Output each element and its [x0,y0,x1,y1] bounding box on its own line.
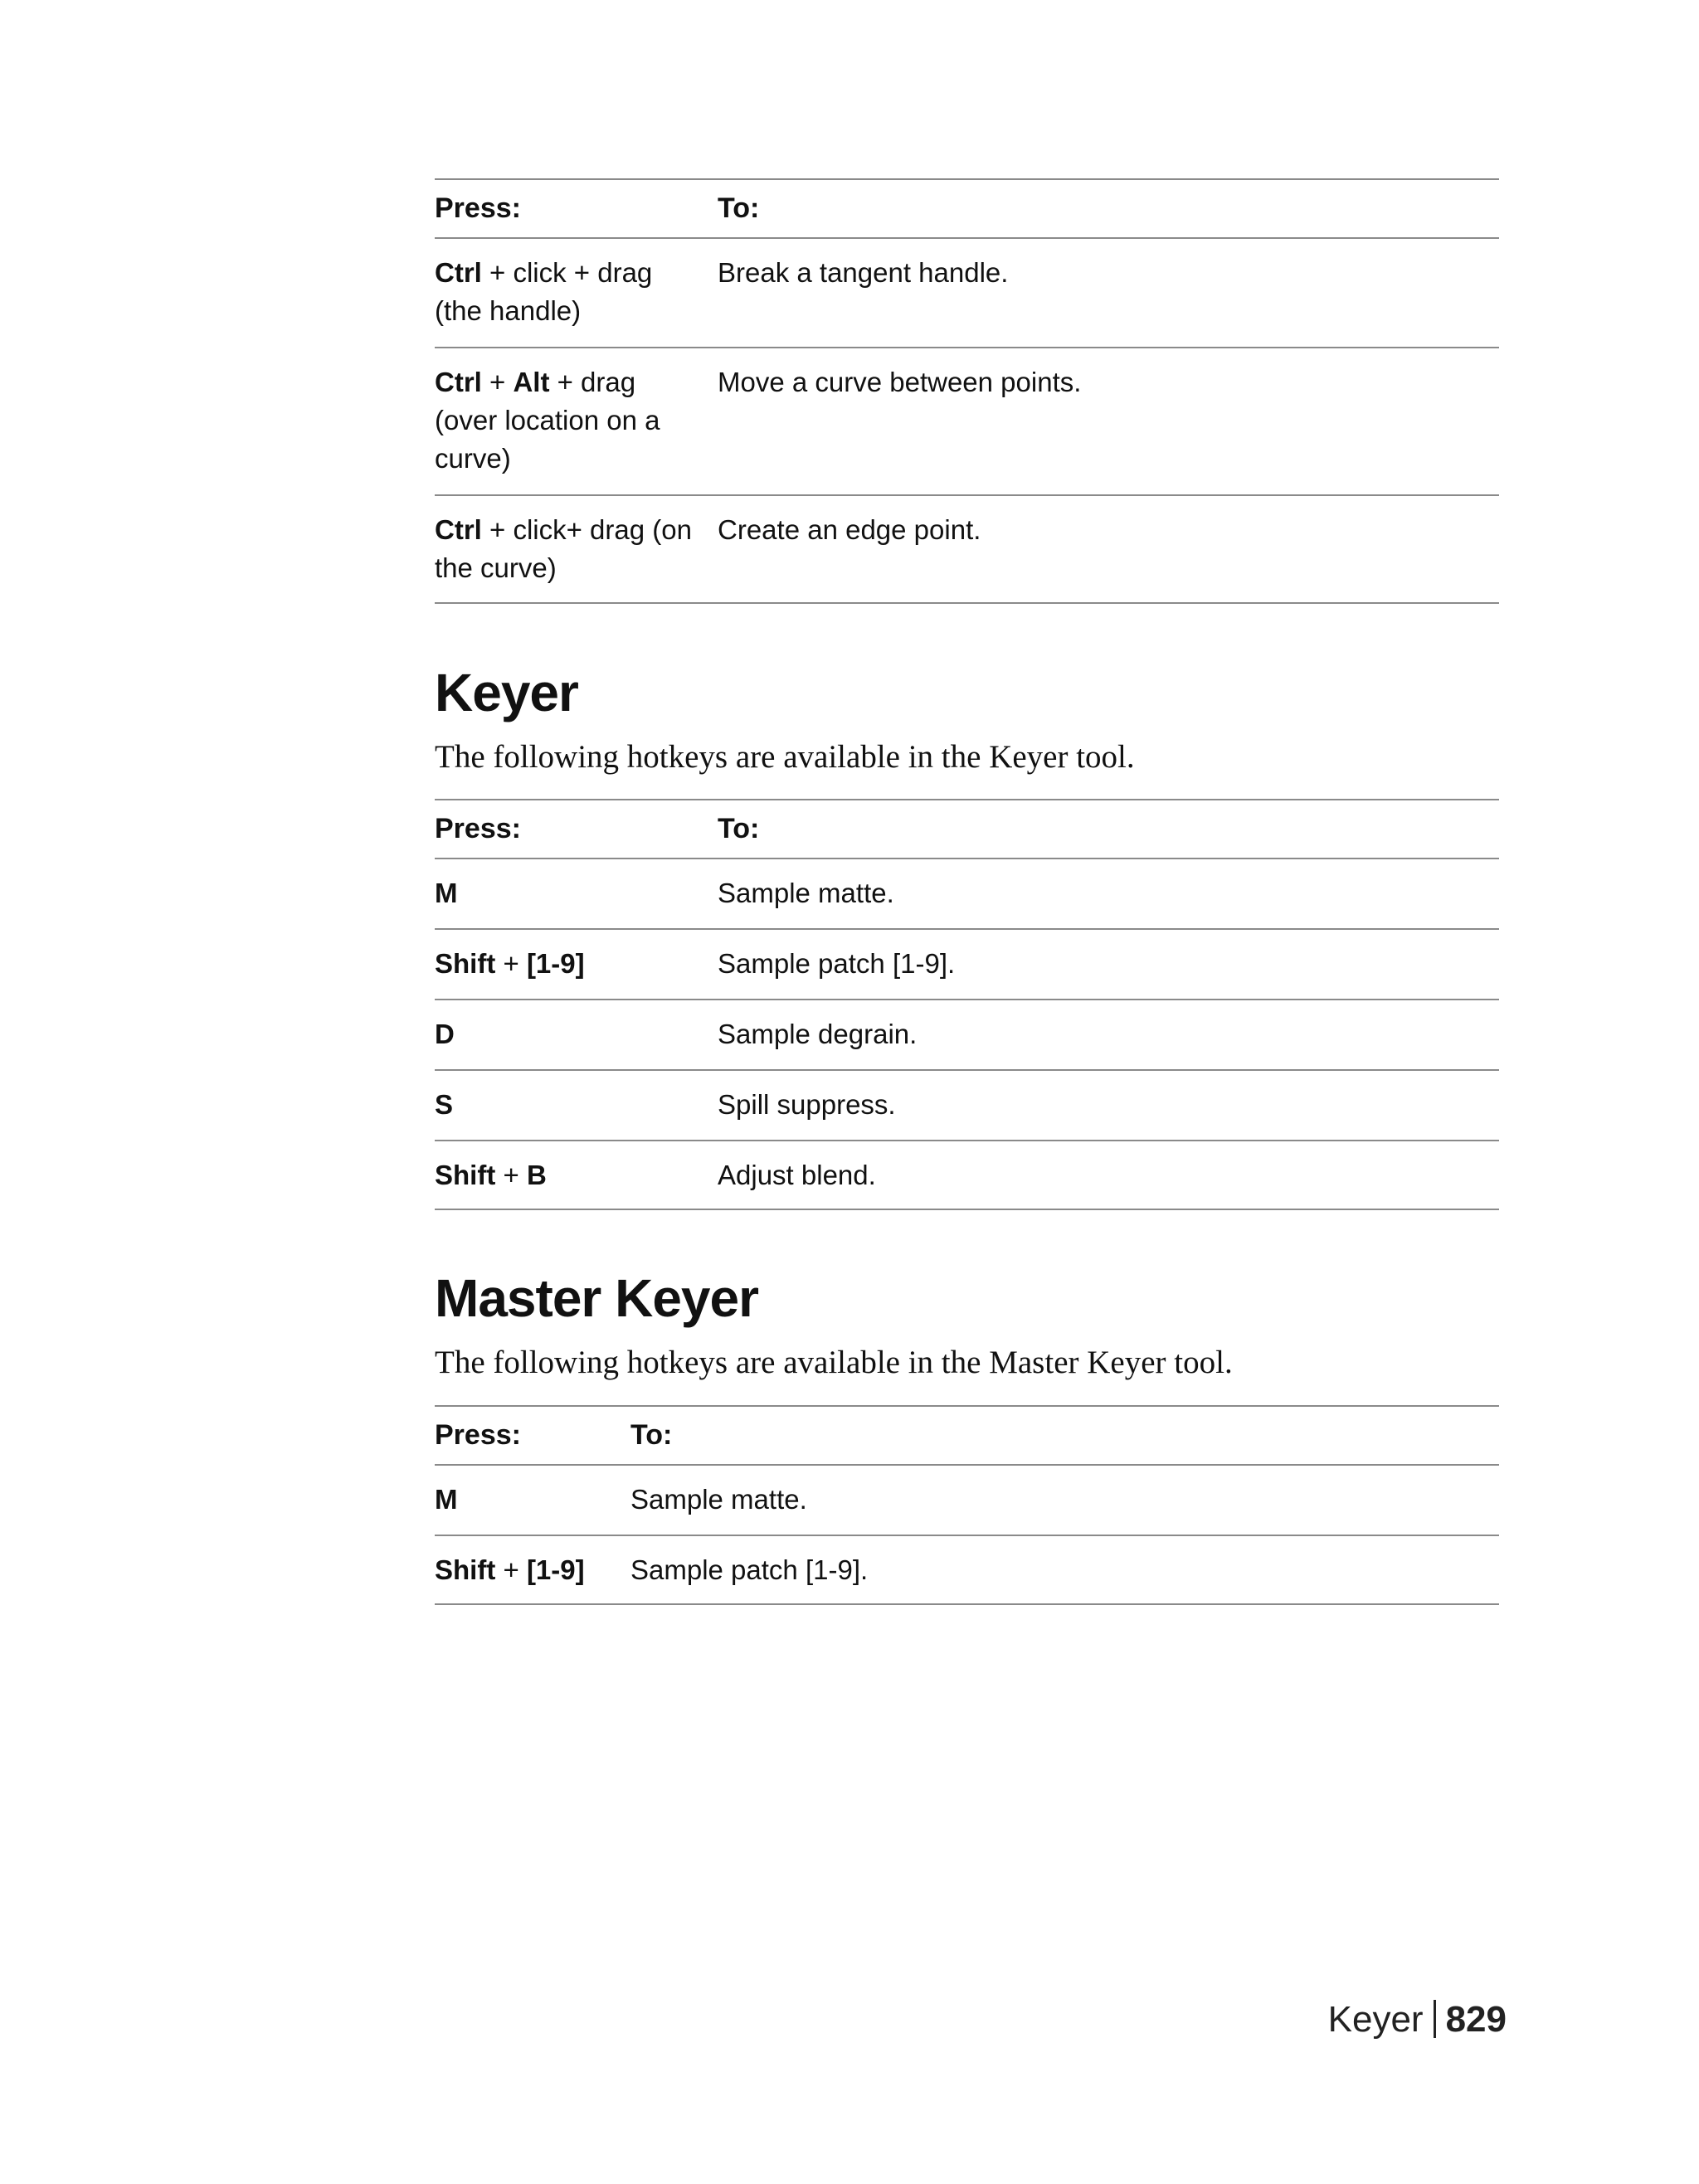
column-header-press: Press: [435,813,521,844]
action-cell: Sample matte. [718,878,894,908]
table-row [435,237,1499,347]
action-cell: Spill suppress. [718,1089,896,1120]
key-label: Ctrl [435,514,482,545]
table-row [435,1069,1499,1140]
key-label: Alt [513,367,550,397]
key-label: Shift [435,1554,496,1585]
page-number: 829 [1445,1999,1507,2040]
table-row [435,347,1499,494]
press-cell [435,363,718,494]
action-cell: Adjust blend. [718,1160,876,1190]
table-row [435,1140,1499,1210]
key-label: D [435,1019,455,1049]
action-cell: Sample patch [1-9]. [718,948,956,979]
key-label: M [435,1484,458,1515]
section-heading-keyer: Keyer [435,663,578,722]
key-plus: + [495,948,527,979]
press-cell [435,1481,630,1535]
action-cell: Create an edge point. [718,514,981,545]
action-cell: Sample patch [1-9]. [630,1554,869,1585]
key-label: M [435,878,458,908]
shortcut-table-curves [435,178,1499,604]
key-plus: + [481,367,514,397]
press-cell [435,874,718,928]
key-label: Ctrl [435,367,482,397]
table-row [435,494,1499,604]
action-cell: Break a tangent handle. [718,257,1009,288]
column-header-to: To: [718,813,760,844]
column-header-press: Press: [435,1419,521,1451]
table-header [435,178,1499,237]
table-row [435,928,1499,999]
key-label: B [526,1160,547,1190]
key-action: + drag (over location on a curve) [435,367,660,474]
footer-section-name: Keyer [1327,1999,1424,2040]
table-header [435,1405,1499,1464]
shortcut-table-keyer [435,799,1499,1210]
key-plus: + [495,1160,527,1190]
section-intro-master-keyer: The following hotkeys are available in the Master Keyer tool. [435,1345,1233,1380]
key-label: Shift [435,948,496,979]
footer-separator [1434,2000,1436,2038]
key-action: + click + drag (the handle) [435,257,653,326]
press-cell [435,1086,718,1140]
press-cell [435,254,718,347]
key-plus: + [495,1554,527,1585]
press-cell [435,1015,718,1069]
table-row [435,1464,1499,1535]
key-label: [1-9] [526,948,585,979]
action-cell: Sample degrain. [718,1019,918,1049]
press-cell [435,945,718,999]
table-header [435,799,1499,858]
table-row [435,858,1499,928]
key-action: + click+ drag (on the curve) [435,514,692,583]
press-cell [435,1551,630,1603]
key-label: Shift [435,1160,496,1190]
key-label: Ctrl [435,257,482,288]
key-label: [1-9] [526,1554,585,1585]
column-header-to: To: [718,192,760,224]
column-header-press: Press: [435,192,521,224]
section-heading-master-keyer: Master Keyer [435,1268,758,1328]
press-cell [435,1156,718,1209]
table-row [435,999,1499,1069]
shortcut-table-master-keyer [435,1405,1499,1605]
action-cell: Sample matte. [630,1484,807,1515]
press-cell [435,511,718,602]
column-header-to: To: [630,1419,673,1451]
table-row [435,1535,1499,1605]
action-cell: Move a curve between points. [718,367,1082,397]
section-intro-keyer: The following hotkeys are available in the Keyer tool. [435,739,1135,775]
page-footer [1328,1999,1507,2041]
key-label: S [435,1089,454,1120]
